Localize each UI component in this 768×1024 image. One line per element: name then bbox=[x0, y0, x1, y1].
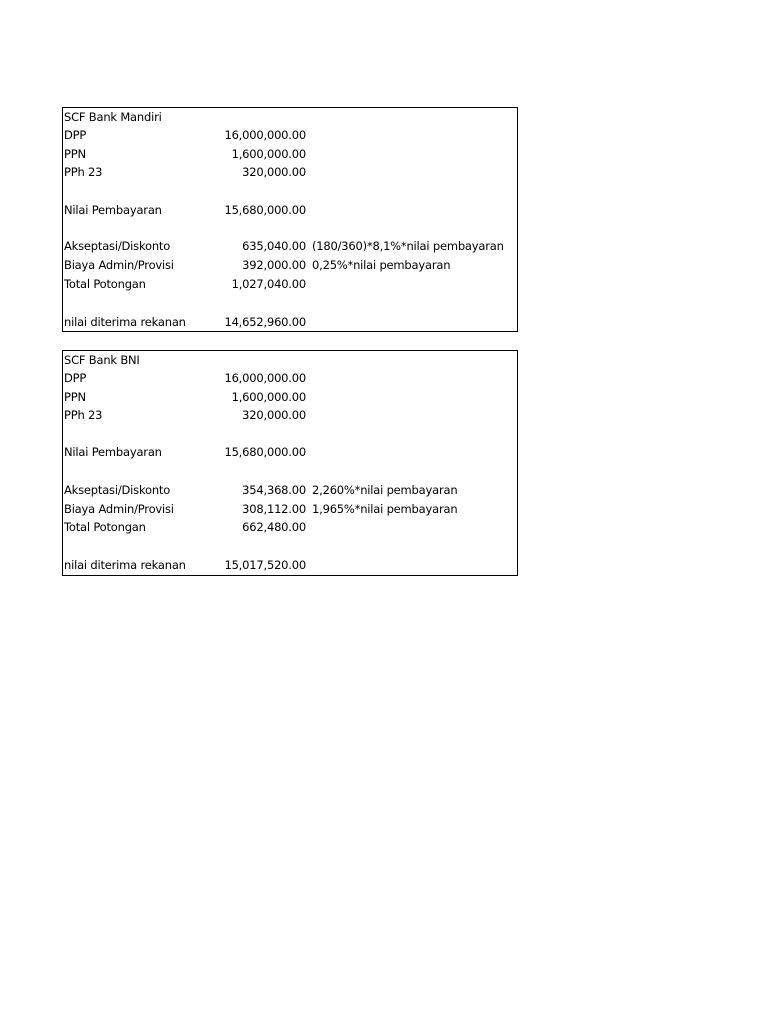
row-value: 320,000.00 bbox=[242, 408, 306, 422]
row-value: 16,000,000.00 bbox=[224, 128, 306, 142]
row-value: 308,112.00 bbox=[242, 502, 306, 516]
row-label: Biaya Admin/Provisi bbox=[64, 258, 174, 272]
table-row bbox=[63, 406, 517, 425]
row-formula-note: 0,25%*nilai pembayaran bbox=[312, 258, 451, 272]
row-value: 16,000,000.00 bbox=[224, 371, 306, 385]
table-row bbox=[63, 500, 517, 519]
table-row bbox=[63, 313, 517, 332]
row-value: 354,368.00 bbox=[242, 483, 306, 497]
row-label: PPN bbox=[64, 390, 86, 404]
table-row bbox=[63, 369, 517, 388]
row-label: DPP bbox=[64, 128, 87, 142]
row-value: 1,027,040.00 bbox=[231, 277, 306, 291]
row-label: Biaya Admin/Provisi bbox=[64, 502, 174, 516]
row-label: Total Potongan bbox=[64, 520, 146, 534]
table-row bbox=[63, 163, 517, 182]
table-title-row bbox=[63, 351, 517, 370]
row-label: Total Potongan bbox=[64, 277, 146, 291]
row-label: PPN bbox=[64, 147, 86, 161]
table-title-row bbox=[63, 108, 517, 127]
table-row bbox=[63, 126, 517, 145]
table-title: SCF Bank Mandiri bbox=[64, 110, 162, 124]
row-value: 15,680,000.00 bbox=[224, 445, 306, 459]
table-row bbox=[63, 145, 517, 164]
row-value: 320,000.00 bbox=[242, 165, 306, 179]
row-label: Nilai Pembayaran bbox=[64, 445, 162, 459]
scf-bank-mandiri-table bbox=[62, 107, 518, 332]
row-value: 1,600,000.00 bbox=[231, 390, 306, 404]
table-row bbox=[63, 481, 517, 500]
row-label: DPP bbox=[64, 371, 87, 385]
row-label: PPh 23 bbox=[64, 408, 103, 422]
row-label: Akseptasi/Diskonto bbox=[64, 483, 171, 497]
table-row bbox=[63, 556, 517, 575]
scf-bank-bni-table bbox=[62, 350, 518, 576]
table-title: SCF Bank BNI bbox=[64, 353, 140, 367]
table-row bbox=[63, 388, 517, 407]
row-label: nilai diterima rekanan bbox=[64, 315, 186, 329]
row-value: 392,000.00 bbox=[242, 258, 306, 272]
row-label: Nilai Pembayaran bbox=[64, 203, 162, 217]
row-formula-note: 2,260%*nilai pembayaran bbox=[312, 483, 458, 497]
table-row bbox=[63, 256, 517, 275]
row-label: Akseptasi/Diskonto bbox=[64, 239, 171, 253]
row-formula-note: (180/360)*8,1%*nilai pembayaran bbox=[312, 239, 504, 253]
row-value: 635,040.00 bbox=[242, 239, 306, 253]
table-row bbox=[63, 201, 517, 220]
row-value: 1,600,000.00 bbox=[231, 147, 306, 161]
row-value: 15,017,520.00 bbox=[224, 558, 306, 572]
row-value: 14,652,960.00 bbox=[224, 315, 306, 329]
row-label: nilai diterima rekanan bbox=[64, 558, 186, 572]
table-row bbox=[63, 275, 517, 294]
row-label: PPh 23 bbox=[64, 165, 103, 179]
row-value: 15,680,000.00 bbox=[224, 203, 306, 217]
row-formula-note: 1,965%*nilai pembayaran bbox=[312, 502, 458, 516]
table-row bbox=[63, 518, 517, 537]
table-row bbox=[63, 237, 517, 256]
row-value: 662,480.00 bbox=[242, 520, 306, 534]
table-row bbox=[63, 443, 517, 462]
